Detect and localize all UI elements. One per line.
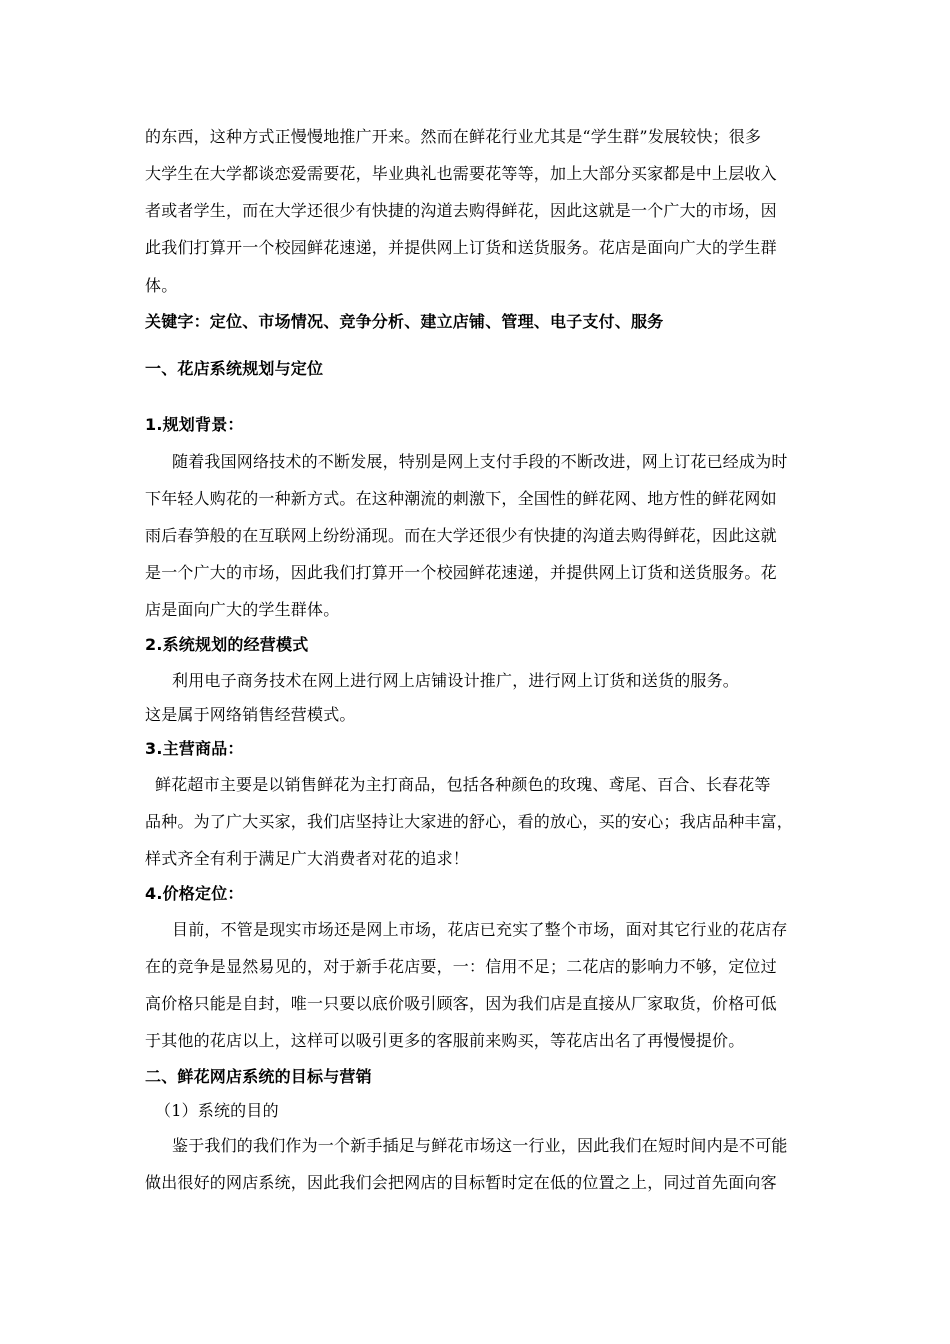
model-line-1: 利用电子商务技术在网上进行网上店铺设计推广，进行网上订货和送货的服务。 <box>172 671 740 690</box>
products-line-2: 品种。为了广大买家，我们店坚持让大家进的舒心，看的放心，买的安心；我店品种丰富， <box>145 812 794 831</box>
section-heading-1: 一、花店系统规划与定位 <box>145 359 324 378</box>
purpose-line-1: 鉴于我们的我们作为一个新手插足与鲜花市场这一行业，因此我们在短时间内是不可能 <box>172 1136 788 1155</box>
subheading-main-products: 3.主营商品： <box>145 739 244 758</box>
subheading-system-purpose: （1）系统的目的 <box>155 1101 279 1120</box>
background-line-1: 随着我国网络技术的不断发展，特别是网上支付手段的不断改进，网上订花已经成为时 <box>172 452 788 471</box>
section-heading-2: 二、鲜花网店系统的目标与营销 <box>145 1067 372 1086</box>
background-line-2: 下年轻人购花的一种新方式。在这种潮流的刺激下，全国性的鲜花网、地方性的鲜花网如 <box>145 489 777 508</box>
intro-line-2: 大学生在大学都谈恋爱需要花，毕业典礼也需要花等等，加上大部分买家都是中上层收入 <box>145 164 777 183</box>
keywords-line: 关键字：定位、市场情况、竞争分析、建立店铺、管理、电子支付、服务 <box>145 312 664 331</box>
subheading-price-positioning: 4.价格定位： <box>145 884 244 903</box>
intro-line-1: 的东西，这种方式正慢慢地推广开来。然而在鲜花行业尤其是“学生群”发展较快；很多 <box>145 127 762 146</box>
products-line-3: 样式齐全有利于满足广大消费者对花的追求！ <box>145 849 470 868</box>
subheading-business-model: 2.系统规划的经营模式 <box>145 635 309 654</box>
background-line-5: 店是面向广大的学生群体。 <box>145 600 340 619</box>
price-line-4: 于其他的花店以上，这样可以吸引更多的客服前来购买，等花店出名了再慢慢提价。 <box>145 1031 745 1050</box>
intro-line-5: 体。 <box>145 276 178 295</box>
background-line-3: 雨后春笋般的在互联网上纷纷涌现。而在大学还很少有快捷的沟道去购得鲜花，因此这就 <box>145 526 777 545</box>
price-line-3: 高价格只能是自封，唯一只要以底价吸引顾客，因为我们店是直接从厂家取货，价格可低 <box>145 994 777 1013</box>
background-line-4: 是一个广大的市场，因此我们打算开一个校园鲜花速递，并提供网上订货和送货服务。花 <box>145 563 777 582</box>
purpose-line-2: 做出很好的网店系统，因此我们会把网店的目标暂时定在低的位置之上，同过首先面向客 <box>145 1173 777 1192</box>
price-line-1: 目前，不管是现实市场还是网上市场，花店已充实了整个市场，面对其它行业的花店存 <box>172 920 788 939</box>
model-line-2: 这是属于网络销售经营模式。 <box>145 705 356 724</box>
products-line-1: 鲜花超市主要是以销售鲜花为主打商品，包括各种颜色的玫瑰、鸢尾、百合、长春花等 <box>155 775 771 794</box>
price-line-2: 在的竞争是显然易见的，对于新手花店要，一：信用不足；二花店的影响力不够，定位过 <box>145 957 777 976</box>
intro-line-3: 者或者学生，而在大学还很少有快捷的沟道去购得鲜花，因此这就是一个广大的市场，因 <box>145 201 777 220</box>
subheading-planning-background: 1.规划背景： <box>145 415 244 434</box>
intro-line-4: 此我们打算开一个校园鲜花速递，并提供网上订货和送货服务。花店是面向广大的学生群 <box>145 238 777 257</box>
